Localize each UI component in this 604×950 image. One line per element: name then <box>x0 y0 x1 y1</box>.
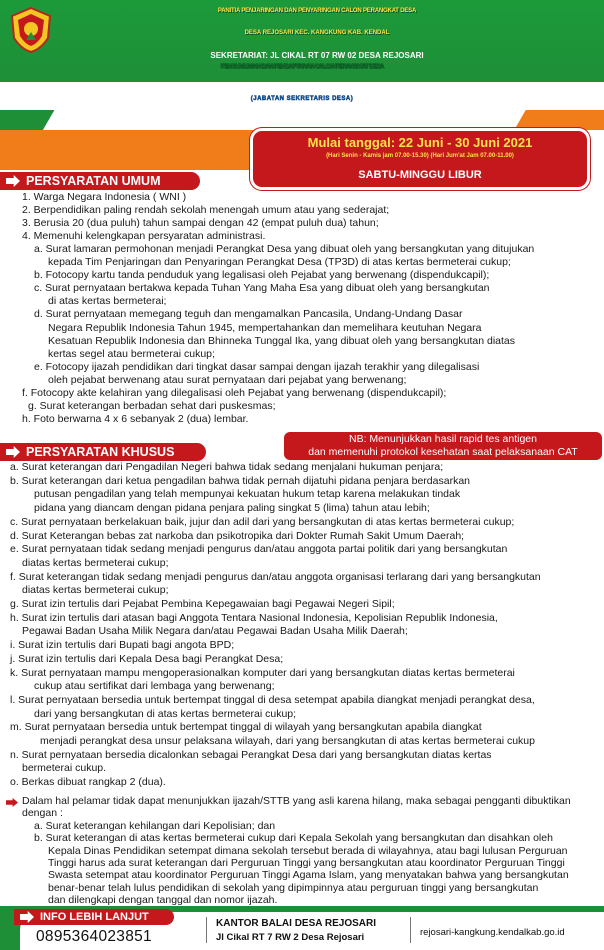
list-line: g. Surat keterangan berbadan sehat dari puskesmas; <box>28 399 276 412</box>
note-box <box>284 432 602 460</box>
position-title: (JABATAN SEKRETARIS DESA) <box>250 96 354 102</box>
arrow-right-icon <box>6 798 18 807</box>
list-line: Kesatuan Republik Indonesia dan Bhinneka Tunggal Ika, yang dibuat oleh yang bersangkutan diatas <box>48 334 516 347</box>
list-line: a. Surat lamaran permohonan menjadi Perangkat Desa yang dibuat oleh yang bersangkutan yang ditujukan <box>34 243 535 256</box>
arrow-right-icon <box>6 446 20 458</box>
section-heading-umum-label: PERSYARATAN UMUM <box>26 174 161 188</box>
announcement-title: PENGUMUMAN DAN PENDAFTARAN CALON PERANGKAT DESA <box>220 64 384 70</box>
list-line: i. Surat izin tertulis dari Bupati bagi angota BPD; <box>10 639 235 652</box>
list-line: n. Surat pernyataan bersedia dicalonkan sebagai Perangkat Desa dari yang bersangkutan diatas kertas <box>10 748 492 761</box>
list-line: 3. Berusia 20 (dua puluh) tahun sampai dengan 42 (empat puluh dua) tahun; <box>22 217 379 230</box>
list-line: h. Foto berwarna 4 x 6 sebanyak 2 (dua) lembar. <box>22 412 249 425</box>
list-line: oleh pejabat berwenang atau surat pernyataan dari pejabat yang berwenang; <box>48 373 407 386</box>
list-line: pidana yang diancam dengan pidana penjara paling singkat 5 (lima) tahun atau lebih; <box>34 502 430 515</box>
list-line: c. Surat pernyataan bertakwa kepada Tuhan Yang Maha Esa yang dibuat oleh yang bersangkutan <box>34 282 490 295</box>
list-line: j. Surat izin tertulis dari Kepala Desa bagi Perangkat Desa; <box>10 652 284 665</box>
list-line: b. Surat keterangan di atas kertas bermeterai cukup dari Kepala Sekolah yang bersangkutan dan disahkan oleh <box>34 832 553 845</box>
list-line: di atas kertas bermeterai; <box>48 295 167 308</box>
list-line: dengan : <box>22 807 63 820</box>
list-line: benar-benar telah lulus pendidikan di sekolah yang dipimpinnya atau perguruan tinggi yang bersangkutan <box>48 881 539 894</box>
orange-stripe-right <box>514 110 604 130</box>
arrow-right-icon <box>6 175 20 187</box>
secretariat-address: SEKRETARIAT: JL CIKAL RT 07 RW 02 DESA REJOSARI <box>210 51 424 60</box>
section-heading-khusus <box>0 443 206 461</box>
list-line: d. Surat pernyataan memegang teguh dan mengamalkan Pancasila, Undang-Undang Dasar <box>34 308 463 321</box>
list-line: c. Surat pernyataan berkelakuan baik, jujur dan adil dari yang bersangkutan di atas kertas bermeterai cukup; <box>10 515 515 528</box>
list-line: d. Surat Keterangan bebas zat narkoba dan psikotropika dari Dokter Rumah Sakit Umum Daerah; <box>10 529 465 542</box>
list-line: 4. Memenuhi kelengkapan persyaratan administrasi. <box>22 230 266 243</box>
list-line: m. Surat pernyataan bersedia untuk bertempat tinggal di wilayah yang bersangkutan apabila diangkat <box>10 721 482 734</box>
list-line: Kepala Dinas Pendidikan setempat dimana sekolah tersebut berada di wilayahnya, atau bagi lulusan Perguruan <box>48 844 568 857</box>
list-line: kepada Tim Penjaringan dan Penyaringan Perangkat Desa (TP3D) di atas kertas bermeterai cukup; <box>48 256 511 269</box>
info-heading <box>14 909 174 925</box>
office-address: Jl Cikal RT 7 RW 2 Desa Rejosari <box>216 932 365 943</box>
list-line: menjadi perangkat desa unsur pelaksana wilayah, dari yang bersangkutan di atas kertas bermeterai cukup <box>40 735 535 747</box>
list-line: 1. Warga Negara Indonesia ( WNI ) <box>22 191 187 203</box>
list-line: Negara Republik Indonesia Tahun 1945, mempertahankan dan memelihara keutuhan Negara <box>48 321 482 334</box>
list-line: a. Surat keterangan dari Pengadilan Negeri bahwa tidak sedang menjalani hukuman penjara; <box>10 461 444 473</box>
list-line: g. Surat izin tertulis dari Pejabat Pembina Kepegawaian bagi Pegawai Negeri Sipil; <box>10 598 395 610</box>
list-line: b. Surat keterangan dari ketua pengadilan bahwa tidak pernah dijatuhi pidana penjara berdasarkan <box>10 474 470 487</box>
list-line: b. Fotocopy kartu tanda penduduk yang legalisasi oleh Pejabat yang berwenang (dispendukcapil); <box>34 269 490 282</box>
list-line: k. Surat pernyataan mampu mengoperasionalkan komputer dari yang bersangkutan diatas kertas bermeterai <box>10 666 515 679</box>
list-line: diatas kertas bermeterai cukup; <box>22 584 169 597</box>
list-line: kertas segel atau bermeterai cukup; <box>48 347 215 360</box>
schedule-dates: Mulai tanggal: 22 Juni - 30 Juni 2021 <box>307 135 533 150</box>
list-line: diatas kertas bermeterai cukup; <box>22 556 169 569</box>
office-name: KANTOR BALAI DESA REJOSARI <box>216 918 377 929</box>
list-line: putusan pengadilan yang telah mempunyai kekuatan hukum tetap karena melakukan tindak <box>34 488 461 501</box>
list-line: cukup atau sertifikat dari lembaga yang berwenang; <box>34 680 275 693</box>
list-line: Swasta setempat atau koordinator Perguruan Tinggi Agama Islam, yang menyatakan bahwa yang bersangkutan <box>48 869 569 882</box>
section-heading-khusus-label: PERSYARATAN KHUSUS <box>26 445 175 459</box>
list-line: a. Surat keterangan kehilangan dari Kepolisian; dan <box>34 819 276 832</box>
list-line: f. Surat keterangan tidak sedang menjadi pengurus dan/atau anggota organisasi terlarang dari yang bersangkutan <box>10 570 541 583</box>
list-line: dan dilengkapi dengan tanggal dan nomor ijazah. <box>48 894 278 907</box>
website-link[interactable]: rejosari-kangkung.kendalkab.go.id <box>420 927 565 938</box>
arrow-right-icon <box>20 911 34 923</box>
divider <box>206 917 207 943</box>
info-heading-label: INFO LEBIH LANJUT <box>40 911 149 923</box>
orange-stripe-left <box>0 130 292 170</box>
list-line: Pegawai Badan Usaha Milik Negara dan/atau Pegawai Badan Usaha Milik Daerah; <box>22 625 408 638</box>
schedule-weekend: SABTU-MINGGU LIBUR <box>358 169 482 181</box>
note-line-2: dan memenuhi protokol kesehatan saat pelaksanaan CAT <box>308 446 578 458</box>
list-line: Dalam hal pelamar tidak dapat menunjukkan ijazah/STTB yang asli karena hilang, maka sebagai pengganti dibuktikan <box>22 795 571 807</box>
phone-number[interactable]: 0895364023851 <box>36 928 152 945</box>
committee-title: PANITIA PENJARINGAN DAN PENYARINGAN CALON PERANGKAT DESA <box>217 8 417 14</box>
list-line: Tinggi harus ada surat keterangan dari Perguruan Tinggi yang bersangkutan atau koordinator Perguruan Tinggi <box>48 857 565 869</box>
list-line: 2. Berpendidikan paling rendah sekolah menengah umum atau yang sederajat; <box>22 204 390 217</box>
divider <box>410 917 411 943</box>
list-line: dari yang bersangkutan di atas kertas bermeterai cukup; <box>34 707 297 720</box>
list-line: e. Surat pernyataan tidak sedang menjadi pengurus dan/atau anggota partai politik dari yang bersangkutan <box>10 543 508 556</box>
list-line: l. Surat pernyataan bersedia untuk bertempat tinggal di desa setempat apabila diangkat menjadi perangkat desa, <box>10 693 535 706</box>
village-title: DESA REJOSARI KEC. KANGKUNG KAB. KENDAL <box>244 30 390 36</box>
section-heading-umum <box>0 172 200 190</box>
list-line: f. Fotocopy akte kelahiran yang dilegalisasi oleh Pejabat yang berwenang (dispendukcapil); <box>22 386 447 399</box>
schedule-hours: (Hari Senin - Kamis jam 07.00-15.30) (Hari Jum'at Jam 07.00-11.00) <box>326 153 514 159</box>
list-line: h. Surat izin tertulis dari atasan bagi Anggota Tentara Nasional Indonesia, Kepolisian Republik Indonesia, <box>10 611 498 624</box>
schedule-box <box>250 128 590 190</box>
list-line: o. Berkas dibuat rangkap 2 (dua). <box>10 776 166 789</box>
list-line: e. Fotocopy ijazah pendidikan dari tingkat dasar sampai dengan ijazah terakhir yang dilegalisasi <box>34 360 480 373</box>
list-line: bermeterai cukup. <box>22 762 107 775</box>
note-line-1: NB: Menunjukkan hasil rapid tes antigen <box>349 433 537 445</box>
